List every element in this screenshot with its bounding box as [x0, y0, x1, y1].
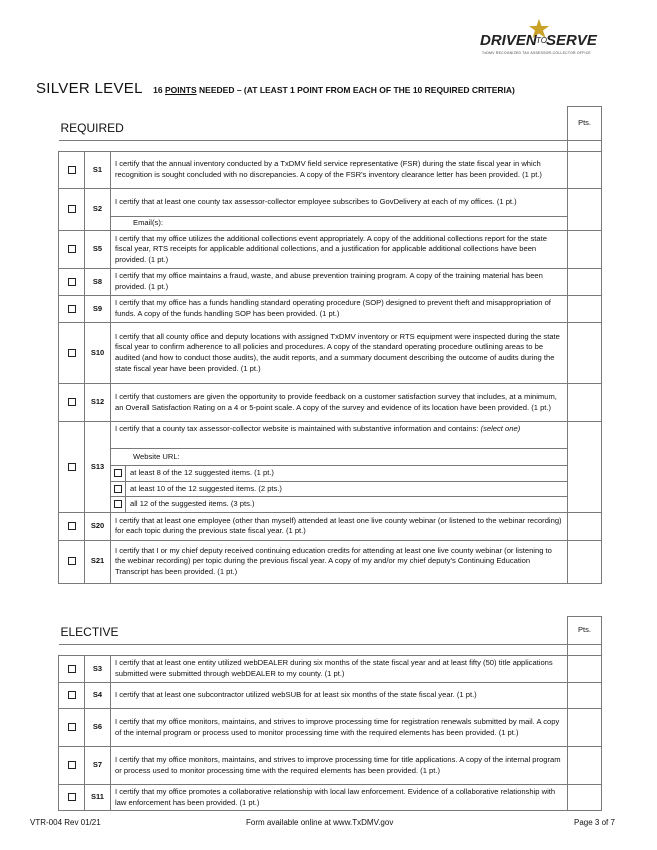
logo-serve-text: SERVE [546, 32, 597, 49]
form-id: VTR-004 Rev 01/21 [30, 818, 101, 827]
criterion-text: I certify that my office utilizes the additional collections event appropriately. A copy of the additional collections report for the state fiscal year, RTS receipts for applicable additional collections, and a justification for applicable additional collections have been provided. (1 pt.) [111, 231, 568, 269]
checkbox-s1[interactable] [68, 166, 76, 174]
criterion-text: I certify that my office has a funds handling standard operating procedure (SOP) designed to prevent theft and misappropriation of funds. A copy of the funds handling SOP has been provided. (1 pt.) [111, 296, 568, 323]
criterion-text: I certify that at least one entity utilized webDEALER during six months of the state fiscal year and at least fifty (50) title applications submitted were submitted through webDEALER to my county. (1 pt.) [111, 656, 568, 683]
points-cell[interactable] [568, 384, 602, 422]
criterion-id: S13 [85, 422, 111, 513]
option-label: all 12 of the suggested items. (3 pts.) [126, 497, 568, 512]
points-cell[interactable] [568, 656, 602, 683]
checkbox-s4[interactable] [68, 691, 76, 699]
criterion-id: S21 [85, 540, 111, 583]
criterion-row-s3 [59, 656, 602, 683]
criterion-id: S11 [85, 785, 111, 811]
option-label: at least 8 of the 12 suggested items. (1 pt.) [126, 466, 568, 482]
s13-option [111, 497, 567, 512]
driven-to-serve-logo [480, 16, 630, 64]
criterion-row-s11 [59, 785, 602, 811]
criterion-id: S3 [85, 656, 111, 683]
checkbox-s10[interactable] [68, 349, 76, 357]
select-one-note: (select one) [480, 424, 521, 433]
logo-driven-text: DRIVEN [480, 32, 537, 49]
criterion-row-s2-email [59, 217, 602, 231]
option-checkbox[interactable] [114, 469, 122, 477]
elective-table [58, 616, 602, 811]
logo-to-text: TO [536, 36, 547, 45]
option-checkbox[interactable] [114, 485, 122, 493]
criterion-text: I certify that the annual inventory conducted by a TxDMV field service representative (FSR) during the state fiscal year in which recognition is sought concluded with no discrepancies. A copy of the FSR's inventory clearance letter has been provided. (1 pt.) [111, 152, 568, 189]
criterion-text: I certify that I or my chief deputy received continuing education credits for attending at least one live county webinar (or listening to the webinar recording) per topic during the previous fiscal year. A copy of my and/or my chief deputy's Continuing Education Transcript has been provided. (1 pt.) [111, 540, 568, 583]
criterion-text: I certify that all county office and deputy locations with assigned TxDMV inventory or RTS equipment were inspected during the state fiscal year to confirm adherence to all policies and procedures. A copy of the standard operating procedure outlining areas to be audited (and how to conduct those audits), the audit reports, and a summary document describing the outcome of audits during the state fiscal year have been provided. (1 pt.) [111, 323, 568, 384]
checkbox-s12[interactable] [68, 398, 76, 406]
criterion-row-s10 [59, 323, 602, 384]
points-cell[interactable] [568, 540, 602, 583]
points-cell[interactable] [568, 296, 602, 323]
option-label: at least 10 of the 12 suggested items. (2 pts.) [126, 481, 568, 497]
criterion-row-s9 [59, 296, 602, 323]
option-checkbox[interactable] [114, 500, 122, 508]
criterion-row-s4 [59, 683, 602, 709]
criterion-id: S10 [85, 323, 111, 384]
points-cell[interactable] [568, 683, 602, 709]
criterion-id: S8 [85, 269, 111, 296]
checkbox-s9[interactable] [68, 305, 76, 313]
criterion-text: I certify that my office promotes a collaborative relationship with local law enforcement. Evidence of a collaborative relationship with law enforcement has been provided. (1 pt.) [111, 785, 568, 811]
criterion-text: I certify that a county tax assessor-collector website is maintained with substantive information and contains: [115, 424, 479, 433]
points-cell[interactable] [568, 231, 602, 269]
criterion-row-s12 [59, 384, 602, 422]
s13-option [111, 466, 567, 482]
criterion-id: S6 [85, 709, 111, 747]
s13-options [111, 448, 567, 512]
points-requirement [153, 85, 515, 95]
criterion-row-s1 [59, 152, 602, 189]
points-cell[interactable] [568, 785, 602, 811]
checkbox-s20[interactable] [68, 522, 76, 530]
criterion-row-s6 [59, 709, 602, 747]
level-title: SILVER LEVEL [36, 80, 143, 97]
criterion-id: S20 [85, 512, 111, 540]
criterion-row-s5 [59, 231, 602, 269]
checkbox-s5[interactable] [68, 245, 76, 253]
checkbox-s21[interactable] [68, 557, 76, 565]
criterion-row-s8 [59, 269, 602, 296]
checkbox-s6[interactable] [68, 723, 76, 731]
checkbox-s8[interactable] [68, 278, 76, 286]
points-cell[interactable] [568, 152, 602, 189]
required-table [58, 106, 602, 584]
checkbox-s3[interactable] [68, 665, 76, 673]
criterion-id: S9 [85, 296, 111, 323]
points-note: NEEDED – (AT LEAST 1 POINT FROM EACH OF THE 10 REQUIRED CRITERIA) [199, 85, 515, 95]
points-number: 16 [153, 85, 163, 95]
criterion-text: I certify that at least one subcontractor utilized webSUB for at least six months of the state fiscal year. (1 pt.) [111, 683, 568, 709]
criterion-id: S12 [85, 384, 111, 422]
page-number: Page 3 of 7 [574, 818, 615, 827]
checkbox-s7[interactable] [68, 761, 76, 769]
criterion-text: I certify that my office monitors, maintains, and strives to improve processing time for title applications. A copy of the internal program or process used to monitor processing time with the required elements has been provided. (1 pt.) [111, 747, 568, 785]
criterion-id: S7 [85, 747, 111, 785]
email-field[interactable]: Email(s): [111, 217, 568, 231]
criterion-row-s13 [59, 422, 602, 513]
criterion-text: I certify that my office maintains a fraud, waste, and abuse prevention training program. A copy of the training material has been provided. (1 pt.) [111, 269, 568, 296]
checkbox-s11[interactable] [68, 793, 76, 801]
criterion-row-s2 [59, 189, 602, 217]
points-cell[interactable] [568, 269, 602, 296]
form-url-note: Form available online at www.TxDMV.gov [246, 818, 394, 827]
criterion-id: S4 [85, 683, 111, 709]
elective-pts-header: Pts. [568, 617, 602, 645]
required-heading: REQUIRED [59, 107, 568, 141]
checkbox-s13[interactable] [68, 463, 76, 471]
points-word: POINTS [165, 85, 197, 95]
points-cell[interactable] [568, 323, 602, 384]
criterion-id: S5 [85, 231, 111, 269]
criterion-text: I certify that my office monitors, maintains, and strives to improve processing time for registration renewals submitted by mail. A copy of the internal program or process used to monitor processing time with the required elements has been provided. (1 pt.) [111, 709, 568, 747]
criterion-id: S2 [85, 189, 111, 231]
checkbox-s2[interactable] [68, 205, 76, 213]
logo-subtitle: TxDMV RECOGNIZED TAX ASSESSOR-COLLECTOR OFFICE [482, 51, 591, 55]
criterion-row-s7 [59, 747, 602, 785]
points-cell[interactable] [568, 709, 602, 747]
criterion-text: I certify that customers are given the opportunity to provide feedback on a customer satisfaction survey that includes, at a minimum, an Overall Satisfaction Rating on a 4 or 5-point scale. A copy of the survey and evidence of its location have been provided. (1 pt.) [111, 384, 568, 422]
criterion-id: S1 [85, 152, 111, 189]
level-heading [36, 80, 515, 98]
criterion-text: I certify that at least one county tax assessor-collector employee subscribes to GovDelivery at each of my offices. (1 pt.) [111, 189, 568, 217]
s13-option [111, 481, 567, 497]
website-url-field[interactable]: Website URL: [111, 449, 567, 466]
criterion-row-s21 [59, 540, 602, 583]
points-cell[interactable] [568, 747, 602, 785]
criterion-text: I certify that at least one employee (other than myself) attended at least one live county webinar (or listened to the webinar recording) for each topic during the previous state fiscal year. (1 pt.) [111, 512, 568, 540]
points-cell[interactable] [568, 189, 602, 231]
elective-heading: ELECTIVE [59, 617, 568, 645]
required-pts-header: Pts. [568, 107, 602, 141]
criterion-row-s20 [59, 512, 602, 540]
points-cell[interactable] [568, 422, 602, 513]
points-cell[interactable] [568, 512, 602, 540]
